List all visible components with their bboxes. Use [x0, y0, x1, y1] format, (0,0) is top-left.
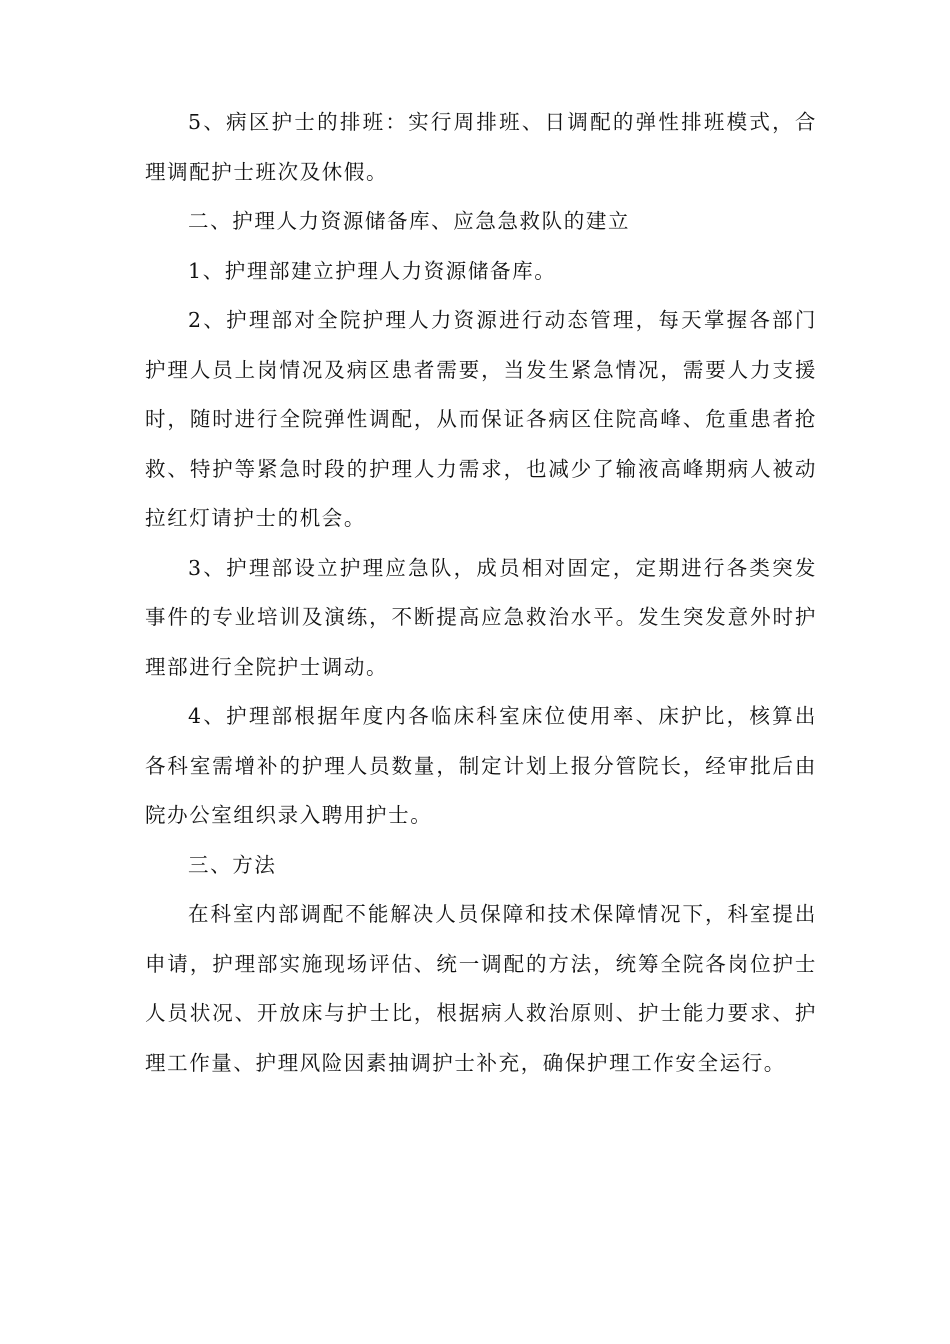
- paragraph-dynamic-management: 2、护理部对全院护理人力资源进行动态管理，每天掌握各部门护理人员上岗情况及病区患者需要，当发生紧急情况，需要人力支援时，随时进行全院弹性调配，从而保证各病区住院高峰、危重患者抢救、特护等紧急时段的护理人力需求，也减少了输液高峰期病人被动拉红灯请护士的机会。: [145, 308, 817, 530]
- paragraph-methods-detail: 在科室内部调配不能解决人员保障和技术保障情况下，科室提出申请，护理部实施现场评估、统一调配的方法，统筹全院各岗位护士人员状况、开放床与护士比，根据病人救治原则、护士能力要求、护理工作量、护理风险因素抽调护士补充，确保护理工作安全运行。: [145, 902, 817, 1075]
- paragraph-staffing-calculation: 4、护理部根据年度内各临床科室床位使用率、床护比，核算出各科室需增补的护理人员数量，制定计划上报分管院长，经审批后由院办公室组织录入聘用护士。: [145, 704, 817, 827]
- paragraph-reserve-pool: 1、护理部建立护理人力资源储备库。: [188, 258, 557, 283]
- document-body: [145, 98, 817, 1088]
- paragraph-emergency-team: 3、护理部设立护理应急队，成员相对固定，定期进行各类突发事件的专业培训及演练，不断提高应急救治水平。发生突发意外时护理部进行全院护士调动。: [145, 555, 817, 679]
- paragraph-shift-scheduling: 5、病区护士的排班：实行周排班、日调配的弹性排班模式，合理调配护士班次及休假。: [145, 110, 817, 184]
- section-heading-methods: 三、方法: [188, 852, 277, 877]
- section-heading-reserve-and-emergency-team: 二、护理人力资源储备库、应急急救队的建立: [188, 209, 631, 233]
